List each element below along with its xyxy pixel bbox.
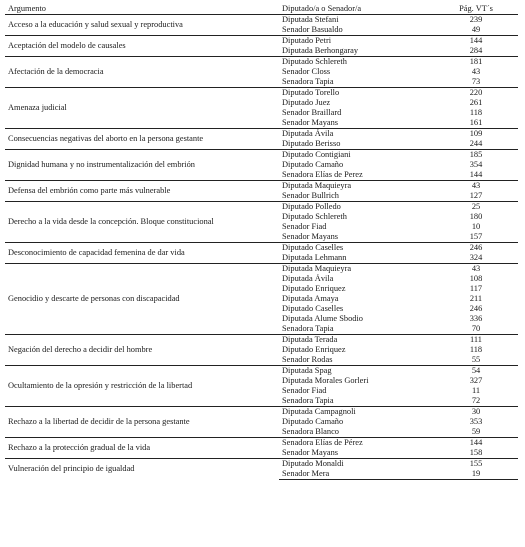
argument-cell: Afectación de la democracia bbox=[5, 57, 279, 88]
page-cell: 49 bbox=[471, 25, 481, 34]
page-cell: 73 bbox=[471, 77, 481, 86]
page-cell: 43 bbox=[434, 264, 518, 275]
page-cell: 117 bbox=[469, 284, 483, 293]
legislator-cell: Diputada Ávila bbox=[279, 129, 434, 140]
table-body bbox=[5, 15, 518, 480]
argument-cell: Desconocimiento de capacidad femenina de dar vida bbox=[5, 243, 279, 264]
page-cell: 72 bbox=[471, 396, 481, 405]
table-row bbox=[5, 459, 518, 470]
page-cell: 70 bbox=[471, 324, 481, 333]
page-cell: 25 bbox=[434, 202, 518, 213]
page-cell: 144 bbox=[469, 170, 483, 179]
legislator-cell: Senador Fiad bbox=[282, 222, 327, 231]
legislator-cell: Senador Rodas bbox=[282, 355, 333, 364]
argument-cell: Ocultamiento de la opresión y restricción de la libertad bbox=[5, 366, 279, 407]
legislator-cell: Diputada Spag bbox=[279, 366, 434, 377]
legislator-cell: Diputado Contigiani bbox=[279, 150, 434, 161]
header-page: Pág. VT´s bbox=[434, 3, 518, 15]
table-row bbox=[5, 36, 518, 47]
legislator-cell: Senador Mayans bbox=[282, 232, 339, 241]
argument-cell: Dignidad humana y no instrumentalización del embrión bbox=[5, 150, 279, 181]
page-cell: 59 bbox=[471, 427, 481, 436]
argument-cell: Negación del derecho a decidir del hombre bbox=[5, 335, 279, 366]
legislator-cell: Senador Mera bbox=[279, 469, 434, 480]
page-cell: 181 bbox=[434, 57, 518, 68]
page-cell: 118 bbox=[469, 108, 483, 117]
table-row bbox=[5, 407, 518, 418]
page-cell: 19 bbox=[434, 469, 518, 480]
legislator-cell: Diputada Stefani bbox=[279, 15, 434, 26]
page-cell: 246 bbox=[434, 243, 518, 254]
legislator-cell: Diputado Camaño bbox=[282, 160, 344, 169]
header-legislator: Diputado/a o Senador/a bbox=[279, 3, 434, 15]
page-cell: 327 bbox=[469, 376, 483, 385]
argument-cell: Amenaza judicial bbox=[5, 88, 279, 129]
page-cell: 244 bbox=[469, 139, 483, 148]
page-cell: 118 bbox=[469, 345, 483, 354]
legislator-cell: Senador Fiad bbox=[282, 386, 327, 395]
table-row bbox=[5, 15, 518, 26]
argument-cell: Consecuencias negativas del aborto en la persona gestante bbox=[5, 129, 279, 150]
legislator-cell: Diputado Petri bbox=[279, 36, 434, 47]
legislator-cell: Senador Mayans bbox=[282, 118, 339, 127]
argument-cell: Rechazo a la protección gradual de la vida bbox=[5, 438, 279, 459]
page-cell: 324 bbox=[469, 253, 483, 262]
argument-cell: Genocidio y descarte de personas con discapacidad bbox=[5, 264, 279, 335]
page-cell: 336 bbox=[469, 314, 483, 323]
page-cell: 158 bbox=[469, 448, 483, 457]
legislator-cell: Diputada Morales Gorleri bbox=[282, 376, 369, 385]
legislator-cell: Senadora Elías de Pérez bbox=[279, 438, 434, 449]
legislator-cell: Diputada Maquieyra bbox=[279, 264, 434, 275]
argument-cell: Acceso a la educación y salud sexual y reproductiva bbox=[5, 15, 279, 36]
legislator-cell: Senador Bullrich bbox=[282, 191, 339, 200]
table-row bbox=[5, 438, 518, 449]
legislator-cell: Diputado Torello bbox=[279, 88, 434, 99]
legislator-cell: Senador Mayans bbox=[282, 448, 339, 457]
page-cell: 30 bbox=[434, 407, 518, 418]
legislator-cell: Diputado Polledo bbox=[279, 202, 434, 213]
page-cell: 55 bbox=[471, 355, 481, 364]
legislator-cell: Senadora Tapia bbox=[282, 396, 334, 405]
legislator-cell: Diputado Caselles bbox=[279, 243, 434, 254]
page-cell: 111 bbox=[434, 335, 518, 346]
legislator-cell: Diputado Schlereth bbox=[282, 212, 347, 221]
argument-cell: Rechazo a la libertad de decidir de la persona gestante bbox=[5, 407, 279, 438]
legislator-cell: Diputado Camaño bbox=[282, 417, 344, 426]
page-cell: 161 bbox=[469, 118, 483, 127]
legislator-cell: Diputada Berhongaray bbox=[282, 46, 359, 55]
page-cell: 155 bbox=[434, 459, 518, 470]
legislator-cell: Senador Basualdo bbox=[282, 25, 343, 34]
argument-cell: Derecho a la vida desde la concepción. Bloque constitucional bbox=[5, 202, 279, 243]
table-row bbox=[5, 129, 518, 140]
argument-cell: Vulneración del principio de igualdad bbox=[5, 459, 279, 480]
legislator-cell: Senador Braillard bbox=[282, 108, 342, 117]
page-cell: 144 bbox=[434, 438, 518, 449]
legislator-cell: Diputado Monaldi bbox=[279, 459, 434, 470]
table-row bbox=[5, 202, 518, 213]
table-row bbox=[5, 181, 518, 192]
table-row bbox=[5, 150, 518, 161]
argument-cell: Defensa del embrión como parte más vulnerable bbox=[5, 181, 279, 202]
page-cell: 185 bbox=[434, 150, 518, 161]
legislator-cell: Diputado Enriquez bbox=[282, 284, 346, 293]
page-cell: 157 bbox=[469, 232, 483, 241]
legislator-cell: Diputado Schlereth bbox=[279, 57, 434, 68]
legislator-cell: Diputado Caselles bbox=[282, 304, 344, 313]
page-cell: 127 bbox=[469, 191, 483, 200]
legislator-cell: Diputada Alume Sbodio bbox=[282, 314, 363, 323]
page-cell: 354 bbox=[469, 160, 483, 169]
argument-cell: Aceptación del modelo de causales bbox=[5, 36, 279, 57]
page-cell: 108 bbox=[469, 274, 483, 283]
legislator-cell: Senadora Elías de Perez bbox=[282, 170, 363, 179]
page-cell: 239 bbox=[434, 15, 518, 26]
page-cell: 220 bbox=[434, 88, 518, 99]
legislator-cell: Diputado Berisso bbox=[282, 139, 341, 148]
page-cell: 43 bbox=[434, 181, 518, 192]
header-row bbox=[5, 3, 518, 15]
legislator-cell: Senadora Tapia bbox=[282, 77, 334, 86]
table-row bbox=[5, 57, 518, 68]
header-argumento: Argumento bbox=[5, 3, 279, 15]
page-cell: 43 bbox=[471, 67, 481, 76]
page-cell: 11 bbox=[471, 386, 481, 395]
table-row bbox=[5, 366, 518, 377]
page-cell: 109 bbox=[434, 129, 518, 140]
legislator-cell: Senador Closs bbox=[282, 67, 331, 76]
page-cell: 284 bbox=[469, 46, 483, 55]
legislator-cell: Diputada Campagnoli bbox=[279, 407, 434, 418]
legislator-cell: Diputado Enriquez bbox=[282, 345, 346, 354]
page-cell: 261 bbox=[469, 98, 483, 107]
page-cell: 144 bbox=[434, 36, 518, 47]
legislator-cell: Diputada Terada bbox=[279, 335, 434, 346]
page-cell: 180 bbox=[469, 212, 483, 221]
table-row bbox=[5, 88, 518, 99]
legislator-cell: Senadora Tapia bbox=[282, 324, 334, 333]
page-cell: 54 bbox=[434, 366, 518, 377]
legislator-cell: Diputada Amaya bbox=[282, 294, 339, 303]
legislator-cell: Diputado Juez bbox=[282, 98, 331, 107]
legislator-cell: Diputada Maquieyra bbox=[279, 181, 434, 192]
legislator-cell: Diputada Lehmann bbox=[282, 253, 347, 262]
legislator-cell: Senadora Blanco bbox=[282, 427, 339, 436]
page-cell: 211 bbox=[469, 294, 483, 303]
table-row bbox=[5, 243, 518, 254]
legislator-cell: Diputada Ávila bbox=[282, 274, 334, 283]
table-row bbox=[5, 264, 518, 275]
arguments-table bbox=[5, 3, 518, 480]
table-row bbox=[5, 335, 518, 346]
page-cell: 353 bbox=[469, 417, 483, 426]
page-cell: 10 bbox=[471, 222, 481, 231]
page-cell: 246 bbox=[469, 304, 483, 313]
